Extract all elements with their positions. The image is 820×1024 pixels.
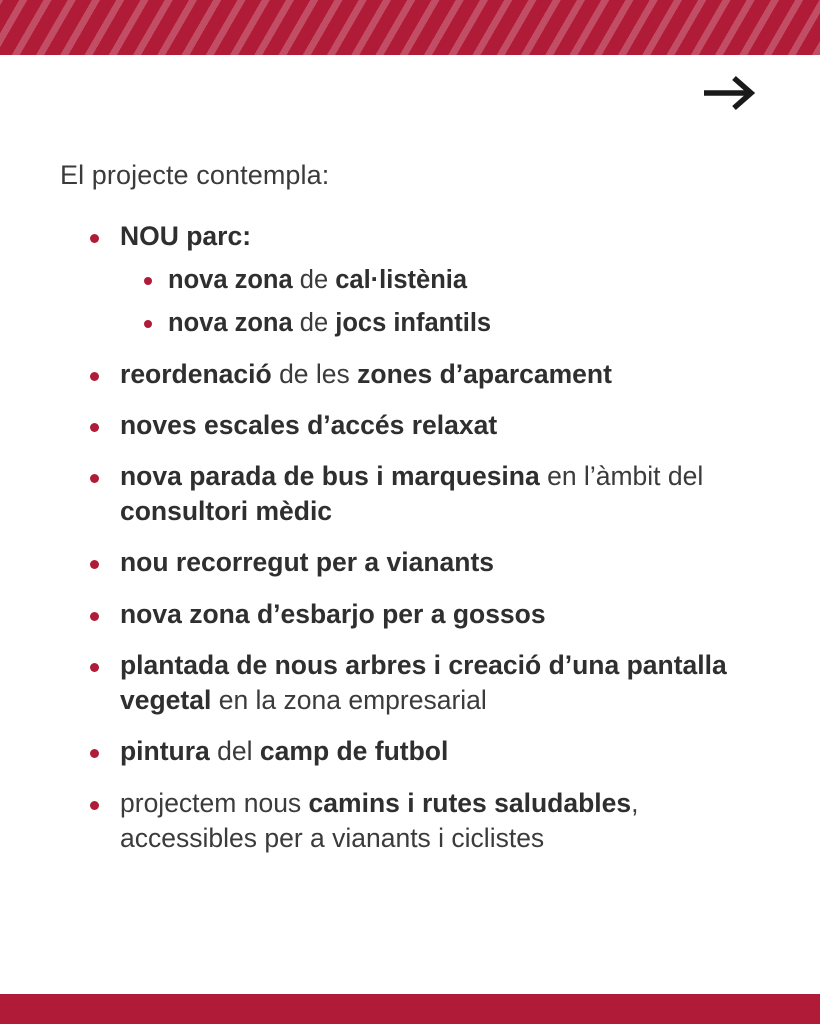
list-item-text: de	[299, 309, 336, 338]
list-item	[82, 786, 760, 856]
list-item-text: del	[217, 736, 260, 767]
list-item-text: , accessibles per a vianants i ciclistes	[120, 787, 639, 853]
sub-list-item	[142, 307, 760, 340]
slide-content	[0, 160, 820, 872]
header-arrow-row	[0, 62, 820, 124]
intro-text: El projecte contempla:	[60, 160, 330, 190]
list-item	[82, 219, 760, 341]
list-item-text: reordenació	[120, 358, 280, 389]
list-item-text: jocs infantils	[335, 309, 492, 338]
list-item	[82, 648, 760, 718]
list-item-text: cal·listènia	[335, 266, 468, 295]
list-item	[82, 459, 760, 529]
decorative-bottom-bar	[0, 994, 820, 1024]
list-item-text: pintura	[120, 736, 218, 767]
decorative-top-stripe-bar	[0, 0, 820, 55]
list-item-text: en l’àmbit del	[547, 460, 704, 491]
list-item-text: camp de futbol	[259, 736, 449, 767]
list-item	[82, 357, 760, 392]
project-feature-list	[60, 219, 760, 856]
list-item-text: nova zona d’esbarjo per a gossos	[120, 598, 546, 629]
list-item	[82, 408, 760, 443]
list-item-text: noves escales d’accés relaxat	[120, 409, 498, 440]
list-item-text: nou recorregut per a vianants	[120, 547, 495, 578]
list-item-text: consultori mèdic	[120, 496, 333, 527]
list-item-text: en la zona empresarial	[218, 685, 487, 716]
list-item-text: nova zona	[168, 266, 300, 295]
list-item-text: plantada de nous arbres i creació d’una pantalla vegetal	[120, 649, 727, 716]
list-item-text: camins i rutes saludables	[308, 787, 632, 818]
list-item-text: projectem nous	[120, 787, 309, 818]
sub-list	[120, 264, 760, 340]
list-item-text: nova zona	[168, 309, 300, 338]
list-item-text: nova parada de bus i marquesina	[120, 460, 548, 491]
list-item-text: NOU parc:	[120, 221, 252, 251]
sub-list-item	[142, 264, 760, 297]
list-item-text: de les	[279, 358, 358, 389]
list-item	[82, 545, 760, 580]
list-item-text: zones d’aparcament	[357, 358, 612, 389]
list-item-text: de	[299, 266, 336, 295]
list-item	[82, 734, 760, 769]
arrow-right-icon[interactable]	[700, 72, 758, 114]
list-item	[82, 597, 760, 632]
